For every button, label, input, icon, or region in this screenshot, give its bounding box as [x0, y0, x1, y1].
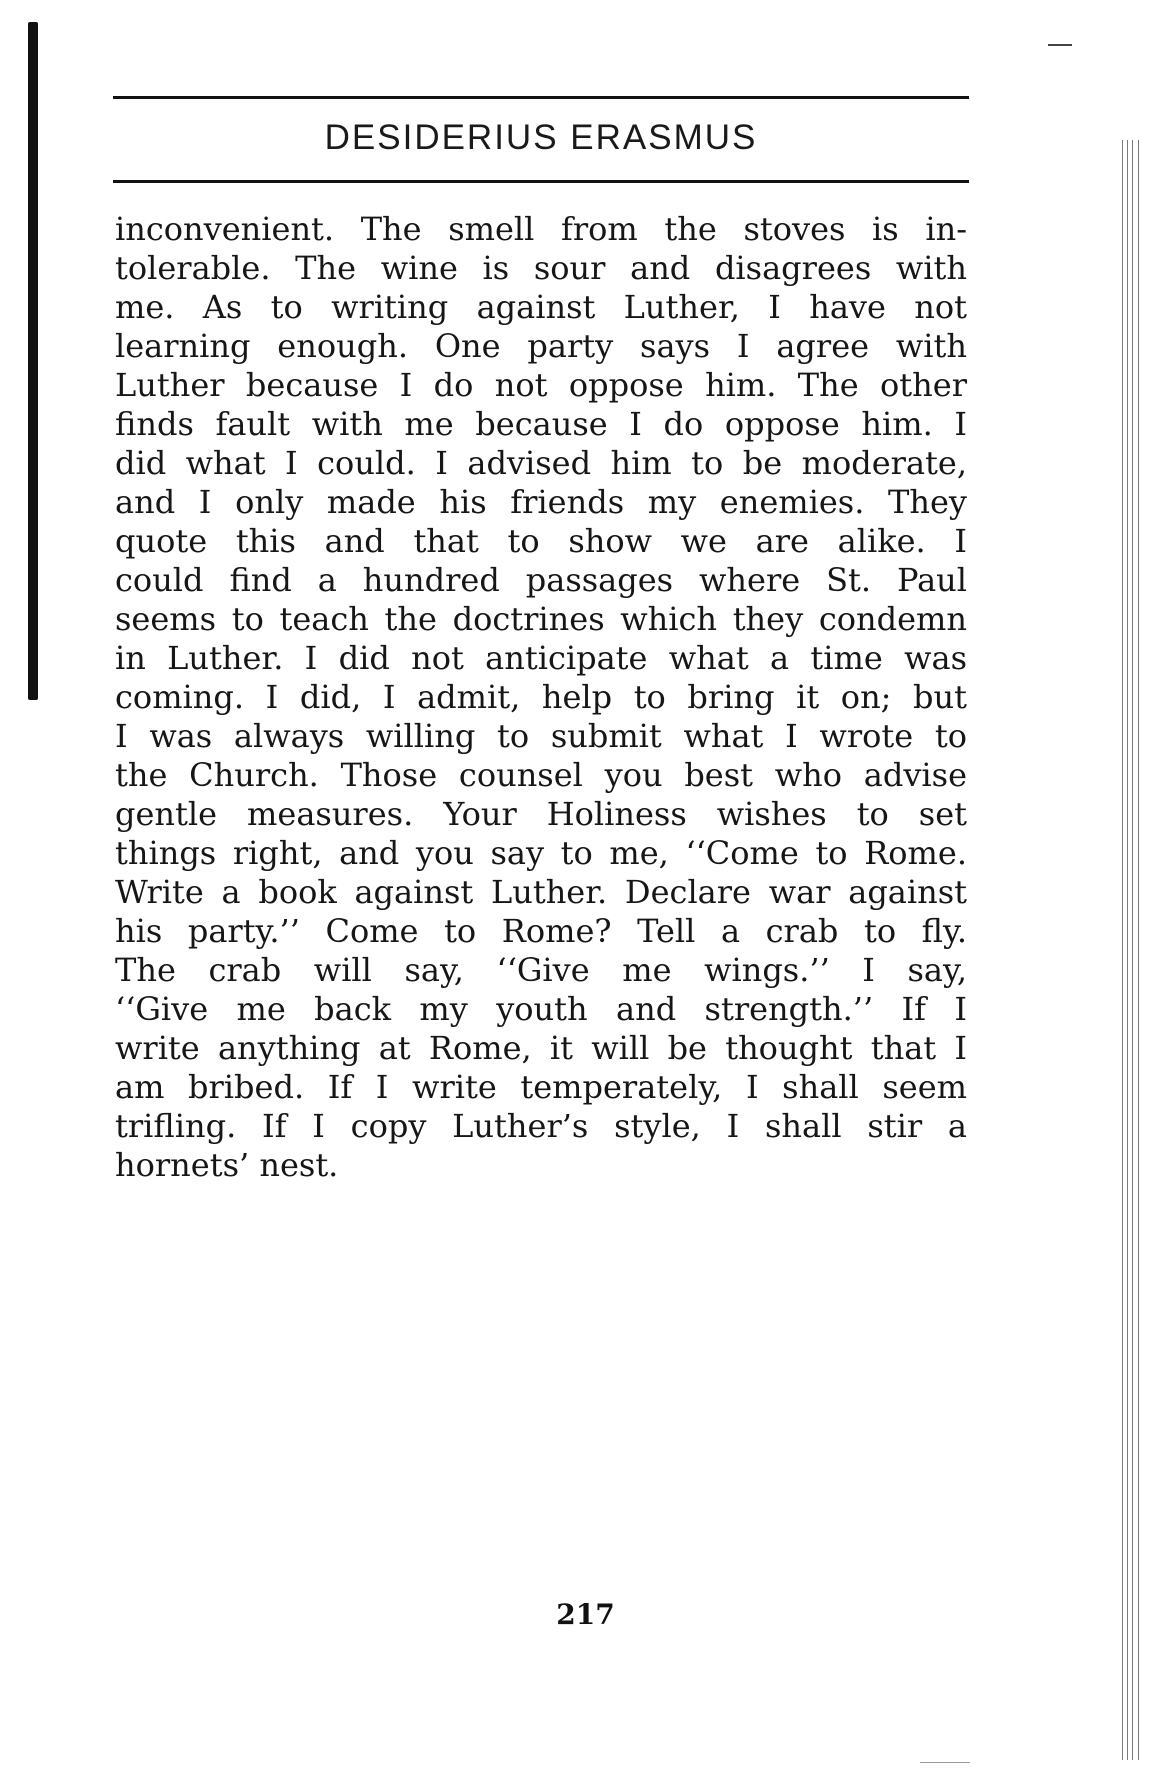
text-line: did what I could. I advised him to be moderate, — [115, 444, 967, 482]
scan-mark — [1048, 44, 1072, 46]
text-line: things right, and you say to me, ‘‘Come to Rome. — [115, 834, 967, 872]
text-line: could find a hundred passages where St. Paul — [115, 561, 967, 599]
text-line: seems to teach the doctrines which they condemn — [115, 600, 967, 638]
text-line: coming. I did, I admit, help to bring it on; but — [115, 678, 967, 716]
text-line: the Church. Those counsel you best who advise — [115, 756, 967, 794]
header-rule-bottom — [113, 180, 969, 183]
text-line: The crab will say, ‘‘Give me wings.’’ I say, — [115, 951, 967, 989]
text-line: hornets’ nest. — [115, 1146, 339, 1184]
text-line: and I only made his friends my enemies. They — [115, 483, 967, 521]
body-text — [115, 210, 967, 1185]
text-line: tolerable. The wine is sour and disagrees with — [115, 249, 967, 287]
text-line: gentle measures. Your Holiness wishes to set — [115, 795, 967, 833]
text-line: his party.’’ Come to Rome? Tell a crab to fly. — [115, 912, 967, 950]
text-line: trifling. If I copy Luther’s style, I shall stir a — [115, 1107, 967, 1145]
text-line: I was always willing to submit what I wrote to — [115, 717, 967, 755]
page-stack-edge — [1120, 140, 1150, 1760]
text-line: learning enough. One party says I agree with — [115, 327, 967, 365]
running-head: DESIDERIUS ERASMUS — [324, 118, 758, 157]
text-line: am bribed. If I write temperately, I shall seem — [115, 1068, 967, 1106]
header-rule-top — [113, 96, 969, 99]
text-line: write anything at Rome, it will be thought that I — [115, 1029, 967, 1067]
text-line: inconvenient. The smell from the stoves is in- — [115, 210, 967, 248]
text-line: finds fault with me because I do oppose him. I — [115, 405, 967, 443]
text-line: Write a book against Luther. Declare war against — [115, 873, 967, 911]
scan-mark — [920, 1762, 970, 1763]
text-line: me. As to writing against Luther, I have not — [115, 288, 967, 326]
text-line: Luther because I do not oppose him. The other — [115, 366, 967, 404]
binding-edge — [28, 22, 38, 700]
text-line: in Luther. I did not anticipate what a time was — [115, 639, 967, 677]
text-line: quote this and that to show we are alike. I — [115, 522, 967, 560]
text-line: ‘‘Give me back my youth and strength.’’ If I — [115, 990, 967, 1028]
page-number: 217 — [556, 1598, 615, 1631]
